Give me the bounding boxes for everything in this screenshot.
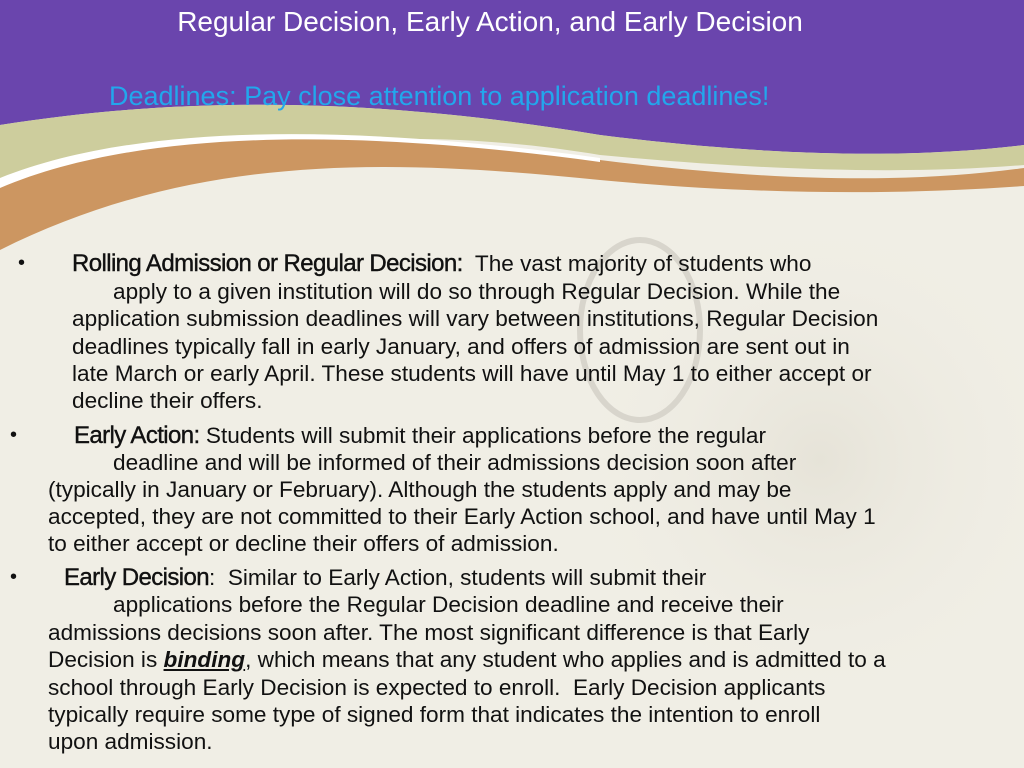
heading-colon: :: [209, 565, 216, 590]
bullet-text: accepted, they are not committed to their Early Action school, and have until May 1: [48, 504, 876, 529]
bullet-early-decision: [64, 564, 706, 591]
bullet-heading: Rolling Admission or Regular Decision:: [72, 250, 463, 277]
bullet-text: deadline and will be informed of their admissions decision soon after: [113, 450, 797, 475]
bullet-dot: •: [10, 566, 18, 588]
bullet-text: apply to a given institution will do so through Regular Decision. While the: [113, 279, 841, 304]
bullet-heading: Early Decision: [64, 564, 209, 591]
bullet-text: The vast majority of students who: [474, 251, 812, 276]
bullet-text: to either accept or decline their offers of admission.: [48, 531, 559, 556]
bullet-text: , which means that any student who applies and is admitted to a: [245, 647, 886, 672]
bullet-text: application submission deadlines will vary between institutions, Regular Decision: [72, 306, 879, 331]
bullet-text: deadlines typically fall in early January, and offers of admission are sent out in: [72, 334, 850, 359]
bullet-text: school through Early Decision is expected to enroll. Early Decision applicants: [48, 675, 826, 700]
bullet-text: typically require some type of signed form that indicates the intention to enroll: [48, 702, 821, 727]
bullet-text-line: [48, 646, 886, 673]
bullet-text: applications before the Regular Decision deadline and receive their: [113, 592, 784, 617]
bullet-text: Students will submit their applications before the regular: [205, 423, 767, 448]
emphasis-binding: binding: [163, 647, 246, 672]
bullet-heading: Early Action:: [74, 422, 200, 449]
bullet-early-action: [74, 422, 766, 449]
bullet-text: (typically in January or February). Although the students apply and may be: [48, 477, 792, 502]
bullet-dot: •: [18, 252, 26, 274]
bullet-text: decline their offers.: [72, 388, 263, 413]
bullet-regular-decision: [72, 250, 811, 277]
slide-subtitle: Deadlines: Pay close attention to application deadlines!: [109, 81, 770, 111]
bullet-text: Decision is: [48, 647, 164, 672]
bullet-text: Similar to Early Action, students will submit their: [227, 565, 707, 590]
bullet-text: admissions decisions soon after. The most significant difference is that Early: [48, 620, 810, 645]
bullet-text: upon admission.: [48, 729, 213, 754]
bullet-text: late March or early April. These students will have until May 1 to either accept or: [72, 361, 872, 386]
bullet-dot: •: [10, 424, 18, 446]
slide-title: Regular Decision, Early Action, and Early Decision: [177, 6, 803, 37]
